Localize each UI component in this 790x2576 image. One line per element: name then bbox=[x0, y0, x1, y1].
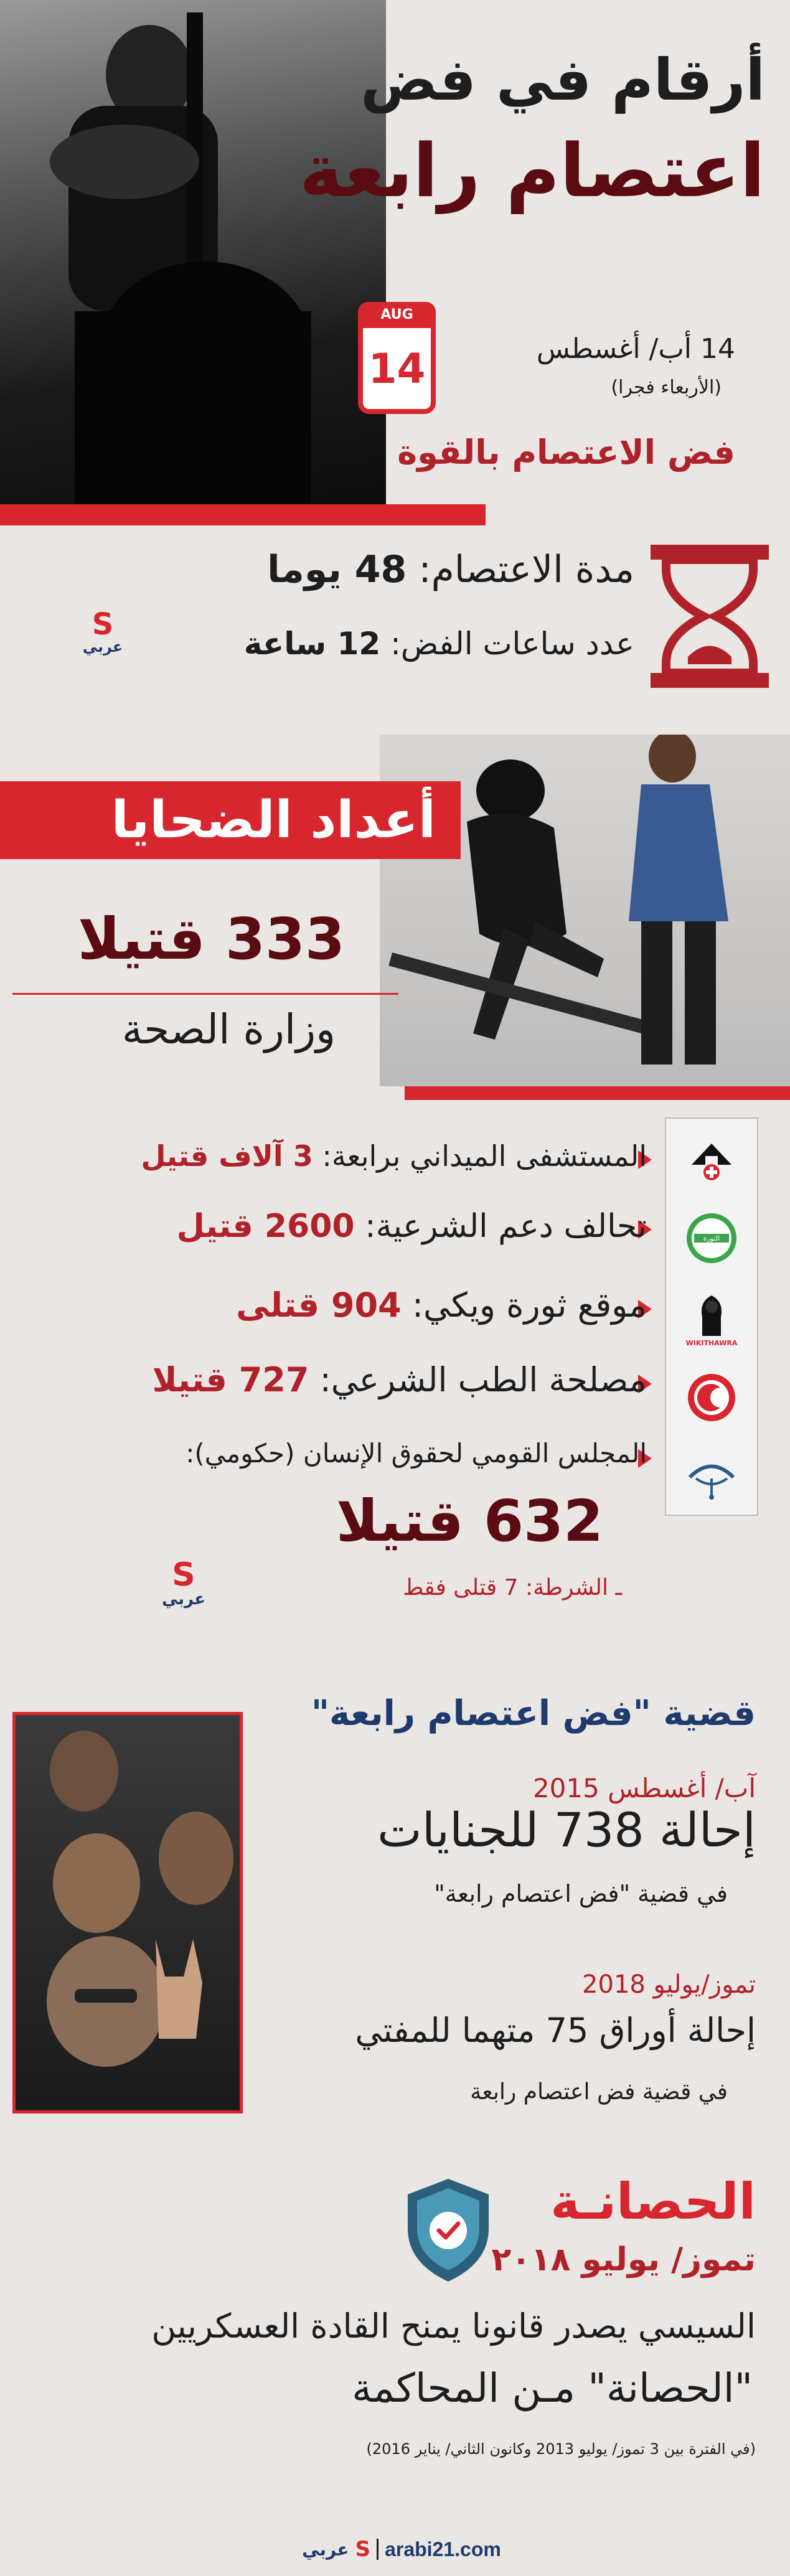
dispersal-value: 12 ساعة bbox=[243, 626, 381, 662]
defendants-photo bbox=[12, 1712, 243, 2113]
hourglass-icon bbox=[651, 545, 769, 688]
arabi21-logo: S عربي bbox=[161, 1556, 205, 1609]
calendar-date-note: (الأربعاء فجرا) bbox=[611, 377, 722, 398]
dispersal-label: عدد ساعات الفض: bbox=[390, 626, 634, 662]
alliance-logo-text: الثورة bbox=[703, 1234, 720, 1243]
wikithawra-lion-icon bbox=[666, 1278, 757, 1358]
source-item bbox=[177, 1208, 647, 1245]
source-value: 727 قتيلا bbox=[152, 1360, 309, 1399]
footer-url[interactable]: arabi21.com bbox=[385, 2537, 501, 2560]
source-item bbox=[141, 1139, 647, 1173]
header-photo bbox=[0, 0, 386, 504]
case-heading-quote: "فض اعتصام رابعة" bbox=[311, 1693, 651, 1734]
source-item bbox=[186, 1438, 647, 1469]
immunity-date: تموز/ يوليو ٢٠١٨ bbox=[491, 2241, 756, 2278]
sit-in-duration bbox=[267, 548, 634, 591]
source-value: 904 قتلى bbox=[236, 1286, 402, 1325]
field-hospital-icon bbox=[666, 1119, 757, 1198]
dispersal-duration bbox=[244, 626, 634, 662]
source-item bbox=[152, 1360, 647, 1399]
case-sub-2: في قضية فض اعتصام رابعة bbox=[470, 2079, 728, 2105]
case-heading bbox=[311, 1693, 756, 1734]
source-label: المستشفى الميداني برابعة: bbox=[322, 1139, 647, 1173]
alliance-logo-icon bbox=[666, 1198, 757, 1278]
sit-in-value: 48 يوما bbox=[267, 548, 407, 591]
source-label: تحالف دعم الشرعية: bbox=[365, 1208, 647, 1245]
source-item bbox=[236, 1286, 647, 1325]
arabi21-logo: S عربي bbox=[82, 607, 123, 656]
footer-branding bbox=[277, 2535, 526, 2564]
case-headline-1: إحالة 738 للجنايات bbox=[377, 1802, 756, 1858]
logo-text: عربي bbox=[82, 638, 123, 656]
calendar-icon bbox=[358, 302, 436, 414]
source-label: مصلحة الطب الشرعي: bbox=[319, 1360, 647, 1399]
calendar-date: 14 أب/ أغسطس bbox=[536, 333, 735, 365]
riot-officer-illustration bbox=[0, 0, 386, 504]
immunity-line-2: "الحصانة" مـن المحاكمة bbox=[352, 2366, 753, 2412]
case-headline-2: إحالة أوراق 75 متهما للمفتي bbox=[355, 2011, 756, 2050]
health-ministry-source: وزارة الصحة bbox=[121, 1005, 336, 1053]
health-count-divider bbox=[12, 993, 398, 995]
case-date-1: آب/ أغسطس 2015 bbox=[532, 1773, 756, 1803]
police-note bbox=[403, 1575, 622, 1601]
calendar-caption: فض الاعتصام بالقوة bbox=[397, 433, 735, 472]
immunity-title: الحصانـة bbox=[550, 2173, 756, 2230]
calendar-day: 14 bbox=[368, 344, 426, 393]
victims-banner bbox=[0, 781, 461, 859]
council-count: 632 قتيلا bbox=[336, 1488, 603, 1554]
source-label: موقع ثورة ويكي: bbox=[411, 1286, 647, 1325]
sit-in-label: مدة الاعتصام: bbox=[418, 548, 634, 591]
immunity-note: (في الفترة بين 3 تموز/ يوليو 2013 وكانون الثاني/ يناير 2016) bbox=[366, 2440, 756, 2458]
source-value: 3 آلاف قتيل bbox=[141, 1139, 313, 1173]
calendar-month: AUG bbox=[358, 302, 436, 328]
health-ministry-count: 333 قتيلا bbox=[77, 906, 345, 972]
human-rights-council-icon bbox=[666, 1437, 757, 1517]
page-title-line1: أرقام في فض bbox=[360, 47, 765, 113]
footer-separator bbox=[377, 2539, 379, 2560]
forensic-medicine-icon bbox=[666, 1358, 757, 1437]
case-sub-1: في قضية "فض اعتصام رابعة" bbox=[434, 1880, 728, 1907]
victims-bottom-bar bbox=[405, 1086, 790, 1100]
case-date-2: تموز/يوليو 2018 bbox=[582, 1970, 756, 1999]
footer-logo-text: عربي bbox=[302, 2539, 349, 2560]
source-label: المجلس القومي لحقوق الإنسان (حكومي): bbox=[186, 1438, 647, 1469]
section-divider-red bbox=[0, 504, 486, 525]
immunity-line-1: السيسي يصدر قانونا يمنح القادة العسكريين bbox=[151, 2306, 756, 2346]
police-note-text: ـ الشرطة: 7 قتلى فقط bbox=[403, 1575, 622, 1601]
victims-banner-text: أعداد الضحايا bbox=[111, 791, 436, 850]
page-title-line2: اعتصام رابعة bbox=[299, 128, 765, 214]
shield-check-icon bbox=[405, 2176, 492, 2285]
defendants-illustration bbox=[16, 1715, 240, 2110]
source-value: 2600 قتيل bbox=[176, 1208, 355, 1245]
footer-logo-s: S bbox=[355, 2537, 371, 2562]
case-heading-pre: قضية bbox=[663, 1693, 756, 1734]
source-icons-column bbox=[665, 1117, 758, 1516]
logo-text: عربي bbox=[161, 1590, 205, 1609]
wikithawra-caption: WIKITHAWRA bbox=[685, 1338, 738, 1347]
